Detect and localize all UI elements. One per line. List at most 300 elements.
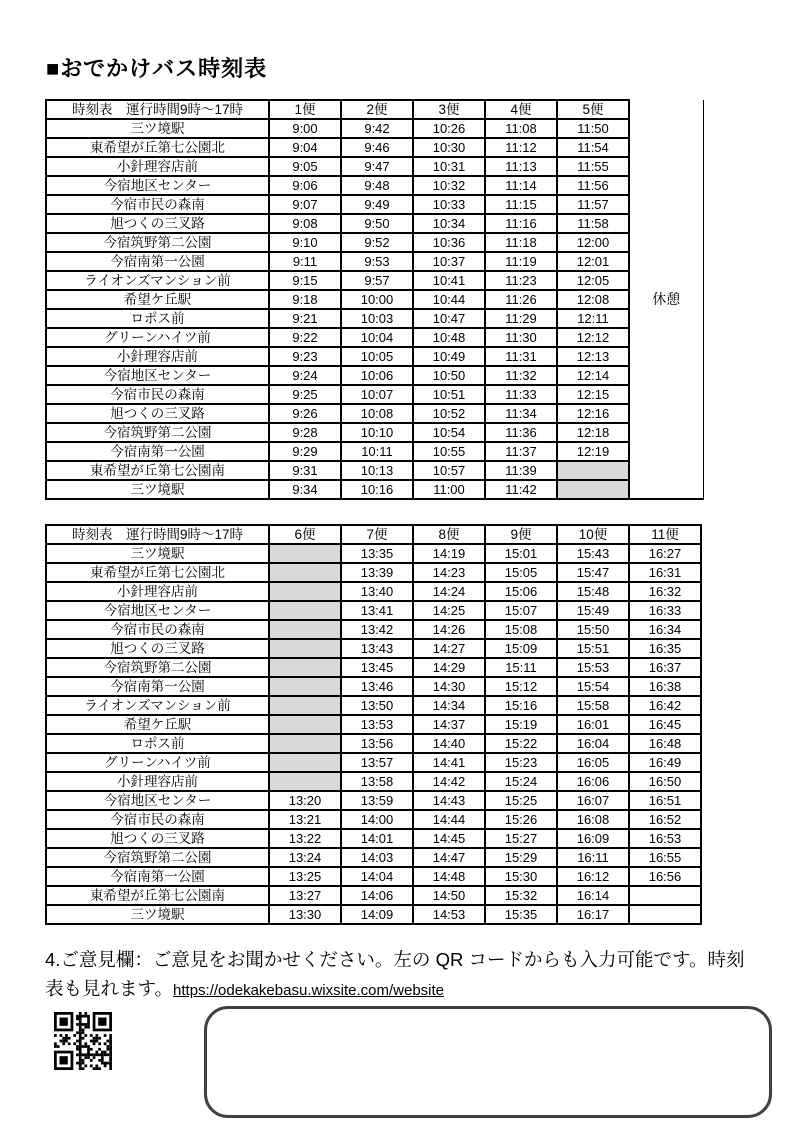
time-cell: 16:53 — [629, 829, 701, 848]
time-cell: 9:50 — [341, 214, 413, 233]
time-cell: 10:44 — [413, 290, 485, 309]
stop-name-cell: 今宿筑野第二公園 — [46, 848, 269, 867]
time-cell: 12:14 — [557, 366, 629, 385]
time-cell: 10:52 — [413, 404, 485, 423]
time-cell: 16:33 — [629, 601, 701, 620]
stop-name-cell: 今宿筑野第二公園 — [46, 233, 269, 252]
table-row — [46, 309, 703, 328]
time-cell — [269, 620, 341, 639]
stop-name-cell: 今宿地区センター — [46, 601, 269, 620]
time-cell: 15:23 — [485, 753, 557, 772]
table-header-label: 時刻表 運行時間9時～17時 — [46, 100, 269, 119]
stop-name-cell: 今宿南第一公園 — [46, 442, 269, 461]
time-cell: 16:11 — [557, 848, 629, 867]
time-cell: 14:40 — [413, 734, 485, 753]
stop-name-cell: ロポス前 — [46, 734, 269, 753]
time-cell: 9:00 — [269, 119, 341, 138]
time-cell: 15:08 — [485, 620, 557, 639]
table-row — [46, 385, 703, 404]
time-cell: 11:39 — [485, 461, 557, 480]
time-cell: 13:20 — [269, 791, 341, 810]
time-cell: 15:51 — [557, 639, 629, 658]
time-cell: 9:26 — [269, 404, 341, 423]
table-header-label: 時刻表 運行時間9時～17時 — [46, 525, 269, 544]
time-cell: 9:05 — [269, 157, 341, 176]
timetable — [45, 524, 702, 925]
stop-name-cell: 今宿地区センター — [46, 791, 269, 810]
time-cell: 12:16 — [557, 404, 629, 423]
time-cell: 11:08 — [485, 119, 557, 138]
time-cell: 10:36 — [413, 233, 485, 252]
time-cell: 15:48 — [557, 582, 629, 601]
time-cell: 12:01 — [557, 252, 629, 271]
time-cell: 11:13 — [485, 157, 557, 176]
stop-name-cell: 今宿地区センター — [46, 366, 269, 385]
stop-name-cell: 今宿市民の森南 — [46, 810, 269, 829]
time-cell — [269, 772, 341, 791]
time-cell: 14:06 — [341, 886, 413, 905]
time-cell: 12:00 — [557, 233, 629, 252]
time-cell: 16:05 — [557, 753, 629, 772]
time-cell — [629, 886, 701, 905]
time-cell: 10:11 — [341, 442, 413, 461]
time-cell: 9:34 — [269, 480, 341, 499]
time-cell: 15:26 — [485, 810, 557, 829]
time-cell: 14:30 — [413, 677, 485, 696]
column-header: 7便 — [341, 525, 413, 544]
time-cell: 14:24 — [413, 582, 485, 601]
break-cell: 休憩 — [629, 100, 703, 499]
time-cell: 15:06 — [485, 582, 557, 601]
time-cell: 15:11 — [485, 658, 557, 677]
table-row — [46, 544, 701, 563]
time-cell: 13:56 — [341, 734, 413, 753]
time-cell: 16:37 — [629, 658, 701, 677]
header-row — [46, 525, 701, 544]
stop-name-cell: 小針理容店前 — [46, 157, 269, 176]
time-cell: 15:16 — [485, 696, 557, 715]
time-cell: 10:06 — [341, 366, 413, 385]
time-cell: 12:08 — [557, 290, 629, 309]
time-cell: 16:35 — [629, 639, 701, 658]
time-cell: 13:42 — [341, 620, 413, 639]
timetable — [45, 99, 704, 500]
timetable-afternoon — [45, 524, 702, 925]
time-cell: 13:21 — [269, 810, 341, 829]
stop-name-cell: 小針理容店前 — [46, 347, 269, 366]
time-cell: 16:17 — [557, 905, 629, 924]
time-cell: 9:11 — [269, 252, 341, 271]
time-cell: 11:16 — [485, 214, 557, 233]
time-cell: 16:49 — [629, 753, 701, 772]
time-cell — [269, 582, 341, 601]
time-cell: 16:01 — [557, 715, 629, 734]
table-row — [46, 290, 703, 309]
time-cell: 14:43 — [413, 791, 485, 810]
time-cell — [269, 753, 341, 772]
table-row — [46, 734, 701, 753]
time-cell — [269, 734, 341, 753]
time-cell: 10:07 — [341, 385, 413, 404]
time-cell: 9:28 — [269, 423, 341, 442]
feedback-note — [45, 946, 759, 1003]
table-row — [46, 639, 701, 658]
time-cell: 13:40 — [341, 582, 413, 601]
time-cell: 12:12 — [557, 328, 629, 347]
time-cell — [269, 544, 341, 563]
time-cell — [269, 696, 341, 715]
time-cell — [269, 563, 341, 582]
time-cell: 10:55 — [413, 442, 485, 461]
time-cell: 9:08 — [269, 214, 341, 233]
time-cell: 14:27 — [413, 639, 485, 658]
time-cell: 15:53 — [557, 658, 629, 677]
time-cell: 14:41 — [413, 753, 485, 772]
time-cell: 15:19 — [485, 715, 557, 734]
time-cell: 11:30 — [485, 328, 557, 347]
time-cell: 13:25 — [269, 867, 341, 886]
stop-name-cell: ロポス前 — [46, 309, 269, 328]
time-cell — [269, 715, 341, 734]
time-cell: 9:04 — [269, 138, 341, 157]
time-cell — [269, 601, 341, 620]
table-row — [46, 658, 701, 677]
time-cell: 9:24 — [269, 366, 341, 385]
stop-name-cell: 今宿南第一公園 — [46, 867, 269, 886]
time-cell: 16:42 — [629, 696, 701, 715]
time-cell — [557, 461, 629, 480]
time-cell: 10:32 — [413, 176, 485, 195]
table-row — [46, 810, 701, 829]
table-row — [46, 563, 701, 582]
timetable-morning — [45, 99, 704, 500]
time-cell: 9:48 — [341, 176, 413, 195]
stop-name-cell: 三ツ境駅 — [46, 119, 269, 138]
table-row — [46, 886, 701, 905]
time-cell: 15:43 — [557, 544, 629, 563]
table-row — [46, 753, 701, 772]
time-cell: 14:48 — [413, 867, 485, 886]
table-row — [46, 176, 703, 195]
stop-name-cell: 希望ケ丘駅 — [46, 715, 269, 734]
time-cell: 9:53 — [341, 252, 413, 271]
table-row — [46, 328, 703, 347]
time-cell: 9:52 — [341, 233, 413, 252]
stop-name-cell: 今宿筑野第二公園 — [46, 658, 269, 677]
time-cell: 12:19 — [557, 442, 629, 461]
time-cell: 10:54 — [413, 423, 485, 442]
time-cell: 10:31 — [413, 157, 485, 176]
time-cell: 15:27 — [485, 829, 557, 848]
time-cell: 10:48 — [413, 328, 485, 347]
time-cell: 11:50 — [557, 119, 629, 138]
stop-name-cell: 旭つくの三叉路 — [46, 829, 269, 848]
time-cell: 11:57 — [557, 195, 629, 214]
table-row — [46, 347, 703, 366]
time-cell: 13:24 — [269, 848, 341, 867]
time-cell: 15:22 — [485, 734, 557, 753]
time-cell: 11:23 — [485, 271, 557, 290]
time-cell: 11:26 — [485, 290, 557, 309]
table-row — [46, 461, 703, 480]
time-cell: 10:30 — [413, 138, 485, 157]
time-cell: 9:21 — [269, 309, 341, 328]
time-cell: 10:50 — [413, 366, 485, 385]
table-row — [46, 772, 701, 791]
column-header: 1便 — [269, 100, 341, 119]
time-cell: 12:13 — [557, 347, 629, 366]
column-header: 6便 — [269, 525, 341, 544]
time-cell: 13:30 — [269, 905, 341, 924]
table-row — [46, 404, 703, 423]
time-cell: 16:32 — [629, 582, 701, 601]
table-row — [46, 582, 701, 601]
time-cell: 14:45 — [413, 829, 485, 848]
stop-name-cell: 今宿市民の森南 — [46, 385, 269, 404]
time-cell: 14:50 — [413, 886, 485, 905]
time-cell: 11:29 — [485, 309, 557, 328]
time-cell — [629, 905, 701, 924]
time-cell: 13:46 — [341, 677, 413, 696]
time-cell: 14:29 — [413, 658, 485, 677]
time-cell: 15:07 — [485, 601, 557, 620]
time-cell: 11:56 — [557, 176, 629, 195]
stop-name-cell: 希望ケ丘駅 — [46, 290, 269, 309]
time-cell: 16:50 — [629, 772, 701, 791]
stop-name-cell: 東希望が丘第七公園南 — [46, 461, 269, 480]
time-cell — [269, 639, 341, 658]
time-cell: 13:58 — [341, 772, 413, 791]
time-cell: 13:27 — [269, 886, 341, 905]
time-cell: 16:09 — [557, 829, 629, 848]
time-cell: 10:08 — [341, 404, 413, 423]
table-row — [46, 233, 703, 252]
column-header: 4便 — [485, 100, 557, 119]
time-cell: 10:57 — [413, 461, 485, 480]
time-cell: 12:18 — [557, 423, 629, 442]
stop-name-cell: 今宿筑野第二公園 — [46, 423, 269, 442]
time-cell: 15:50 — [557, 620, 629, 639]
time-cell: 9:47 — [341, 157, 413, 176]
time-cell: 10:03 — [341, 309, 413, 328]
time-cell: 15:12 — [485, 677, 557, 696]
time-cell: 9:23 — [269, 347, 341, 366]
time-cell: 9:29 — [269, 442, 341, 461]
table-row — [46, 423, 703, 442]
table-row — [46, 905, 701, 924]
time-cell: 15:49 — [557, 601, 629, 620]
column-header: 3便 — [413, 100, 485, 119]
stop-name-cell: 三ツ境駅 — [46, 905, 269, 924]
time-cell — [557, 480, 629, 499]
website-link[interactable]: https://odekakebasu.wixsite.com/website — [173, 981, 444, 999]
stop-name-cell: 今宿市民の森南 — [46, 195, 269, 214]
column-header: 9便 — [485, 525, 557, 544]
time-cell: 14:19 — [413, 544, 485, 563]
time-cell: 11:19 — [485, 252, 557, 271]
table-row — [46, 442, 703, 461]
time-cell: 9:46 — [341, 138, 413, 157]
time-cell: 9:10 — [269, 233, 341, 252]
table-row — [46, 829, 701, 848]
time-cell: 9:07 — [269, 195, 341, 214]
time-cell: 16:04 — [557, 734, 629, 753]
time-cell: 13:45 — [341, 658, 413, 677]
stop-name-cell: 三ツ境駅 — [46, 544, 269, 563]
time-cell: 14:23 — [413, 563, 485, 582]
time-cell: 9:31 — [269, 461, 341, 480]
time-cell: 16:52 — [629, 810, 701, 829]
time-cell: 9:57 — [341, 271, 413, 290]
time-cell: 14:42 — [413, 772, 485, 791]
time-cell: 16:06 — [557, 772, 629, 791]
stop-name-cell: ライオンズマンション前 — [46, 696, 269, 715]
stop-name-cell: グリーンハイツ前 — [46, 753, 269, 772]
stop-name-cell: 東希望が丘第七公園北 — [46, 138, 269, 157]
table-row — [46, 696, 701, 715]
time-cell: 9:49 — [341, 195, 413, 214]
time-cell: 11:55 — [557, 157, 629, 176]
table-row — [46, 480, 703, 499]
time-cell: 14:53 — [413, 905, 485, 924]
time-cell: 9:06 — [269, 176, 341, 195]
time-cell: 15:35 — [485, 905, 557, 924]
time-cell: 15:47 — [557, 563, 629, 582]
time-cell: 15:09 — [485, 639, 557, 658]
table-row — [46, 677, 701, 696]
time-cell — [269, 677, 341, 696]
qr-code — [54, 1012, 112, 1070]
time-cell: 15:01 — [485, 544, 557, 563]
time-cell: 12:05 — [557, 271, 629, 290]
column-header: 10便 — [557, 525, 629, 544]
time-cell: 11:36 — [485, 423, 557, 442]
time-cell: 11:33 — [485, 385, 557, 404]
time-cell: 10:41 — [413, 271, 485, 290]
time-cell: 16:55 — [629, 848, 701, 867]
time-cell: 14:00 — [341, 810, 413, 829]
time-cell: 16:14 — [557, 886, 629, 905]
time-cell: 14:04 — [341, 867, 413, 886]
table-row — [46, 867, 701, 886]
stop-name-cell: グリーンハイツ前 — [46, 328, 269, 347]
stop-name-cell: 旭つくの三叉路 — [46, 639, 269, 658]
header-row — [46, 100, 703, 119]
time-cell: 11:42 — [485, 480, 557, 499]
time-cell: 15:54 — [557, 677, 629, 696]
time-cell: 16:56 — [629, 867, 701, 886]
stop-name-cell: 三ツ境駅 — [46, 480, 269, 499]
time-cell: 12:11 — [557, 309, 629, 328]
feedback-text: 4.ご意見欄：ご意見をお聞かせください。左の QR コードからも入力可能です。時刻表も見れます。 — [45, 949, 745, 999]
time-cell: 11:32 — [485, 366, 557, 385]
time-cell: 10:13 — [341, 461, 413, 480]
time-cell: 10:10 — [341, 423, 413, 442]
comment-box — [204, 1006, 772, 1118]
stop-name-cell: ライオンズマンション前 — [46, 271, 269, 290]
time-cell: 10:33 — [413, 195, 485, 214]
stop-name-cell: 小針理容店前 — [46, 772, 269, 791]
time-cell — [269, 658, 341, 677]
table-row — [46, 119, 703, 138]
time-cell: 15:30 — [485, 867, 557, 886]
time-cell: 16:34 — [629, 620, 701, 639]
time-cell: 15:24 — [485, 772, 557, 791]
time-cell: 14:25 — [413, 601, 485, 620]
stop-name-cell: 旭つくの三叉路 — [46, 404, 269, 423]
time-cell: 10:04 — [341, 328, 413, 347]
time-cell: 14:37 — [413, 715, 485, 734]
time-cell: 14:44 — [413, 810, 485, 829]
column-header: 8便 — [413, 525, 485, 544]
table-row — [46, 791, 701, 810]
table-row — [46, 214, 703, 233]
stop-name-cell: 今宿南第一公園 — [46, 677, 269, 696]
time-cell: 13:22 — [269, 829, 341, 848]
time-cell: 16:12 — [557, 867, 629, 886]
page-title: ■おでかけバス時刻表 — [46, 56, 268, 81]
time-cell: 15:05 — [485, 563, 557, 582]
time-cell: 15:29 — [485, 848, 557, 867]
time-cell: 13:35 — [341, 544, 413, 563]
time-cell: 14:26 — [413, 620, 485, 639]
time-cell: 16:08 — [557, 810, 629, 829]
time-cell: 9:42 — [341, 119, 413, 138]
time-cell: 10:05 — [341, 347, 413, 366]
time-cell: 11:00 — [413, 480, 485, 499]
time-cell: 11:37 — [485, 442, 557, 461]
time-cell: 10:37 — [413, 252, 485, 271]
table-row — [46, 138, 703, 157]
time-cell: 16:07 — [557, 791, 629, 810]
column-header: 11便 — [629, 525, 701, 544]
time-cell: 11:18 — [485, 233, 557, 252]
time-cell: 16:48 — [629, 734, 701, 753]
time-cell: 10:00 — [341, 290, 413, 309]
time-cell: 13:39 — [341, 563, 413, 582]
table-row — [46, 715, 701, 734]
stop-name-cell: 東希望が丘第七公園北 — [46, 563, 269, 582]
time-cell: 13:50 — [341, 696, 413, 715]
time-cell: 10:51 — [413, 385, 485, 404]
time-cell: 10:34 — [413, 214, 485, 233]
time-cell: 13:53 — [341, 715, 413, 734]
stop-name-cell: 東希望が丘第七公園南 — [46, 886, 269, 905]
time-cell: 11:31 — [485, 347, 557, 366]
table-row — [46, 366, 703, 385]
time-cell: 10:16 — [341, 480, 413, 499]
stop-name-cell: 今宿地区センター — [46, 176, 269, 195]
stop-name-cell: 旭つくの三叉路 — [46, 214, 269, 233]
table-row — [46, 271, 703, 290]
time-cell: 11:54 — [557, 138, 629, 157]
time-cell: 13:43 — [341, 639, 413, 658]
time-cell: 11:34 — [485, 404, 557, 423]
time-cell: 12:15 — [557, 385, 629, 404]
time-cell: 9:15 — [269, 271, 341, 290]
time-cell: 14:47 — [413, 848, 485, 867]
table-row — [46, 620, 701, 639]
time-cell: 10:26 — [413, 119, 485, 138]
time-cell: 11:15 — [485, 195, 557, 214]
stop-name-cell: 今宿南第一公園 — [46, 252, 269, 271]
stop-name-cell: 小針理容店前 — [46, 582, 269, 601]
column-header: 5便 — [557, 100, 629, 119]
time-cell: 15:32 — [485, 886, 557, 905]
time-cell: 11:14 — [485, 176, 557, 195]
time-cell: 10:49 — [413, 347, 485, 366]
time-cell: 15:58 — [557, 696, 629, 715]
